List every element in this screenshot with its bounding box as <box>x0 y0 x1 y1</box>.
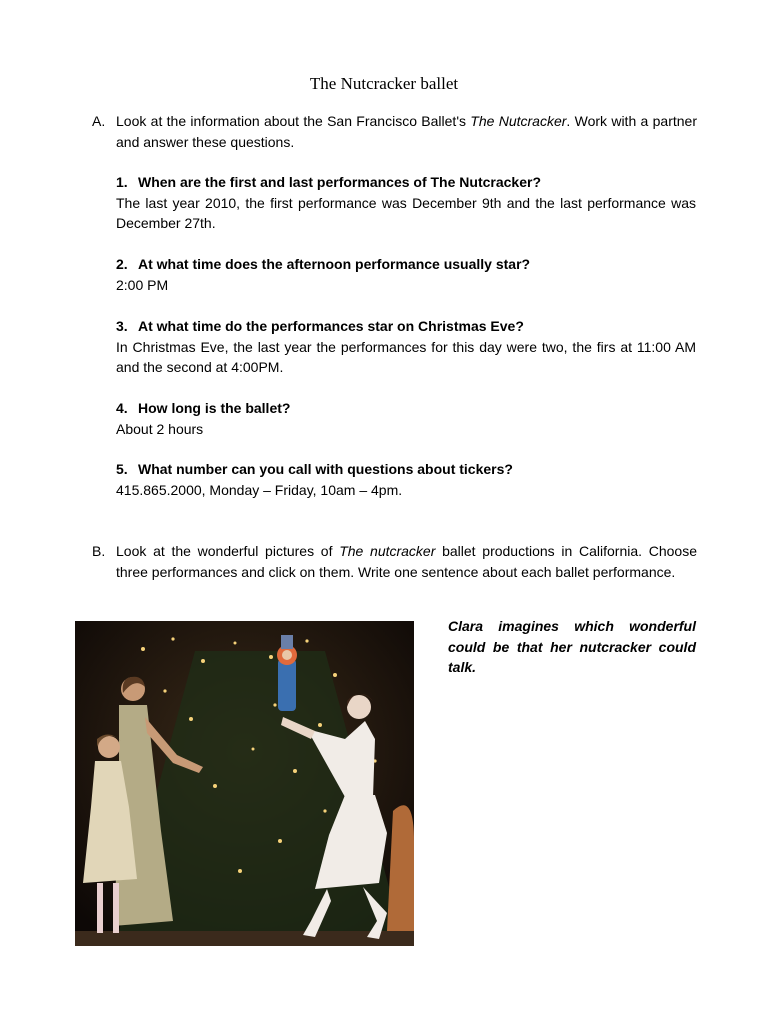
section-a-title-italic: The Nutcracker <box>470 113 567 129</box>
question-4 <box>116 398 696 419</box>
question-number: 5. <box>116 461 128 477</box>
question-number: 4. <box>116 400 128 416</box>
answer-1: The last year 2010, the first performance was December 9th and the last performance was December 27th. <box>116 194 696 231</box>
question-number: 3. <box>116 318 128 334</box>
question-block-3 <box>116 316 696 378</box>
page-title: The Nutcracker ballet <box>309 74 459 93</box>
question-block-5 <box>116 459 696 500</box>
answer-5: 415.865.2000, Monday – Friday, 10am – 4pm. <box>116 481 403 498</box>
photo-caption: Clara imagines which wonderful could be that her nutcracker could talk. <box>448 618 696 675</box>
question-number: 2. <box>116 256 128 272</box>
question-number: 1. <box>116 174 128 190</box>
answer-2: 2:00 PM <box>116 276 169 293</box>
question-block-4 <box>116 398 696 439</box>
section-b-title-italic: The nutcracker <box>339 543 436 559</box>
question-text: How long is the ballet? <box>138 400 291 416</box>
question-block-2 <box>116 254 696 295</box>
section-a-marker: A. <box>92 113 106 129</box>
section-a-text <box>116 111 697 152</box>
ballet-photo[interactable] <box>75 621 414 946</box>
answer-4: About 2 hours <box>116 420 204 437</box>
question-text: What number can you call with questions about tickers? <box>138 461 513 477</box>
stage-floor <box>75 931 414 946</box>
question-5 <box>116 459 696 480</box>
section-a-text-start: Look at the information about the San Francisco Ballet's <box>116 113 471 129</box>
section-b-text-end: ballet productions in California. Choose three performances and click on them. Write one sentence about each ballet performance. <box>116 543 697 580</box>
question-2 <box>116 254 696 275</box>
section-b-marker: B. <box>92 543 106 559</box>
question-3 <box>116 316 696 337</box>
question-text: At what time do the performances star on Christmas Eve? <box>138 318 524 334</box>
question-block-1 <box>116 172 696 234</box>
section-a <box>92 111 697 152</box>
section-b-text-start: Look at the wonderful pictures of <box>116 543 340 559</box>
answer-3: In Christmas Eve, the last year the performances for this day were two, the firs at 11:00 AM and the second at 4:00PM. <box>116 338 696 375</box>
question-text: When are the first and last performances of The Nutcracker? <box>138 174 541 190</box>
section-a-text-end: . Work with a partner and answer these questions. <box>116 113 697 150</box>
question-text: At what time does the afternoon performance usually star? <box>138 256 531 272</box>
section-b-text <box>116 541 697 582</box>
section-b <box>92 541 697 582</box>
question-1 <box>116 172 696 193</box>
